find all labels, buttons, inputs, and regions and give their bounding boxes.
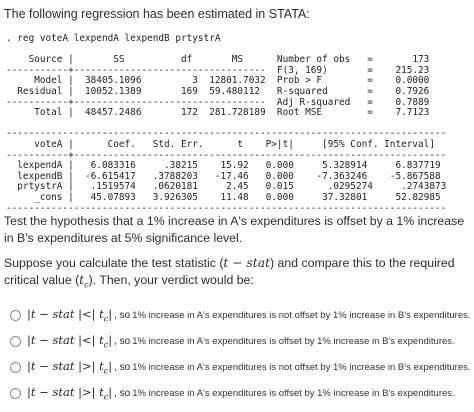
option-separator: , so <box>114 335 131 347</box>
option-math: |t − stat |>| $t_c|$ <box>27 384 113 402</box>
math-t-critical: $t_c$ <box>79 273 89 290</box>
answer-option-4[interactable] <box>4 380 470 406</box>
option-text: 1% increase in A's expenditures is offset by 1% increase in B's expenditures. <box>132 335 455 347</box>
q2-text-middle: ) and compare this to the required critical value ( <box>4 256 455 287</box>
radio-button[interactable] <box>10 362 21 373</box>
option-math: |t − stat |>| $t_c|$ <box>27 358 113 376</box>
stata-regression-output: . reg voteA lexpendA lexpendB prtystrA Source | SS df MS Number of obs = 173 -----------+---------------------------------- F(3, 169) = 215.23 Model | 38405.1096 3 12801.7032 Prob > F = 0.0000 Residual | 10052.1389 169 59.480112 R-squared = 0.7926 -----------+---------------------------------- Adj R-squared = 0.7889 Total | 48457.2486 172 281.728189 Root MSE = 7.7123 ------------------------------------------------------------------------------ voteA | Coef. Std. Err. t P>|t| [95% Conf. Interval] -----------+------------------------------------------------------------------ lexpendA | 6.083316 .38215 15.92 0.000 5.328914 6.837719 lexpendB | -6.615417 .3788203 -17.46 0.000 -7.363246 -5.867588 prtystrA | .1519574 .0620181 2.45 0.015 .0295274 .2743873 _cons | 45.07893 3.926305 11.48 0.000 37.32801 52.82985 ------------------------------------------------------------------------------ <box>6 33 447 214</box>
radio-button[interactable] <box>10 336 21 347</box>
answer-options <box>4 302 470 406</box>
radio-button[interactable] <box>10 310 21 321</box>
option-separator: , so <box>114 361 131 373</box>
question-paragraph-1: Test the hypothesis that a 1% increase in A's expenditures is offset by a 1% increase in B's expenditures at 5% significance level. <box>4 214 465 245</box>
option-math: |t − stat |<| $t_c|$ <box>27 306 113 324</box>
option-separator: , so <box>114 309 131 321</box>
q2-text-after: ). Then, your verdict would be: <box>88 273 254 287</box>
option-text: 1% increase in A's expenditures is not offset by 1% increase in B's expenditures. <box>132 361 471 373</box>
radio-button[interactable] <box>10 388 21 399</box>
answer-option-2[interactable] <box>4 328 470 354</box>
question-paragraph-2 <box>4 255 466 293</box>
answer-option-1[interactable] <box>4 302 470 328</box>
q2-text-before: Suppose you calculate the test statistic ( <box>4 256 224 270</box>
option-text: 1% increase in A's expenditures is not offset by 1% increase in B's expenditures. <box>132 309 471 321</box>
option-math: |t − stat |<| $t_c|$ <box>27 332 113 350</box>
option-separator: , so <box>114 387 131 399</box>
intro-text: The following regression has been estimated in STATA: <box>4 7 310 21</box>
answer-option-3[interactable] <box>4 354 470 380</box>
option-text: 1% increase in A's expenditures is offset by 1% increase in B's expenditures. <box>132 387 455 399</box>
question-text <box>4 213 466 301</box>
math-t-stat: t − stat <box>223 256 271 270</box>
